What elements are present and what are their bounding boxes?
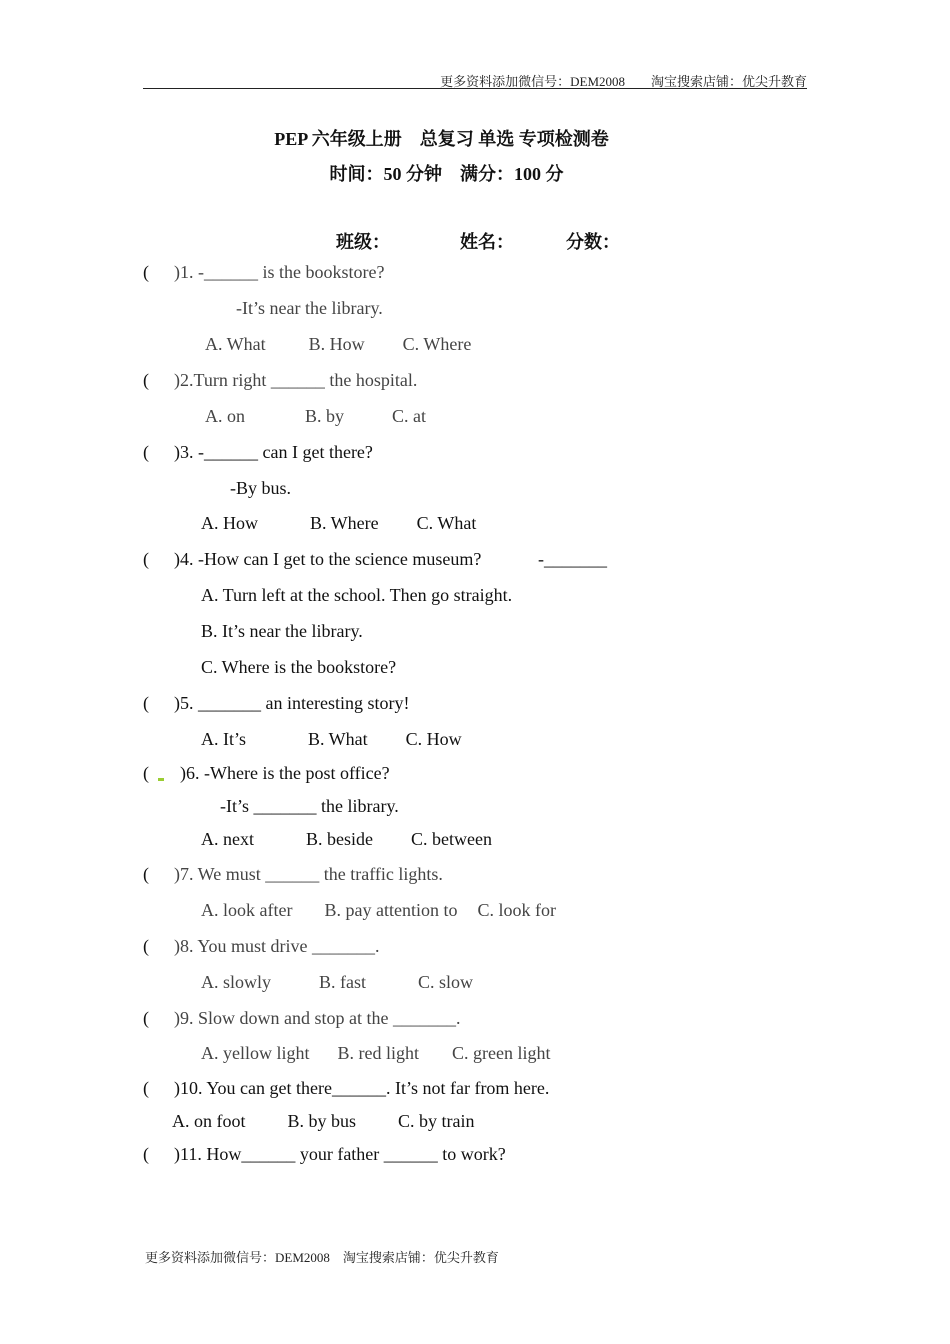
option-c: C. Where bbox=[402, 334, 472, 354]
class-label: 班级： bbox=[336, 232, 390, 252]
option-b: B. How bbox=[308, 334, 365, 354]
header-text: 更多资料添加微信号：DEM2008 淘宝搜索店铺：优尖升教育 bbox=[440, 74, 807, 89]
answer-paren: ( bbox=[143, 763, 149, 783]
question-stem: )10. You can get there______. It’s not far from here. bbox=[174, 1078, 550, 1098]
question-3-options bbox=[201, 513, 476, 534]
option-b: B. red light bbox=[337, 1043, 419, 1063]
question-8 bbox=[143, 936, 380, 957]
answer-mark bbox=[158, 778, 164, 781]
option-a: A. slowly bbox=[201, 972, 272, 992]
question-stem: )3. -______ can I get there? bbox=[174, 442, 373, 462]
page-subtitle: 时间：50 分钟 满分：100 分 bbox=[329, 164, 564, 184]
question-7 bbox=[143, 864, 443, 885]
question-1-options bbox=[205, 334, 471, 355]
option-b: B. fast bbox=[319, 972, 367, 992]
question-9 bbox=[143, 1008, 460, 1029]
question-1-sub: -It’s near the library. bbox=[236, 298, 383, 318]
name-label: 姓名： bbox=[460, 232, 514, 252]
question-stem: )8. You must drive _______. bbox=[174, 936, 380, 956]
question-4 bbox=[143, 549, 481, 570]
answer-paren: ( bbox=[143, 864, 149, 884]
question-stem: )11. How______ your father ______ to work? bbox=[174, 1144, 506, 1164]
option-b: B. beside bbox=[306, 829, 373, 849]
page-title: PEP 六年级上册 总复习 单选 专项检测卷 bbox=[274, 129, 609, 149]
question-2-options bbox=[205, 406, 426, 427]
option-c: C. Where is the bookstore? bbox=[201, 657, 397, 677]
question-6-options bbox=[201, 829, 492, 850]
option-b: B. It’s near the library. bbox=[201, 621, 363, 641]
score-label: 分数： bbox=[566, 232, 620, 252]
option-b: B. What bbox=[308, 729, 368, 749]
answer-paren: ( bbox=[143, 262, 149, 282]
question-6-sub: -It’s _______ the library. bbox=[220, 796, 399, 816]
question-1 bbox=[143, 262, 384, 283]
option-c: C. look for bbox=[477, 900, 556, 920]
answer-paren: ( bbox=[143, 549, 149, 569]
answer-paren: ( bbox=[143, 442, 149, 462]
question-stem: )9. Slow down and stop at the _______. bbox=[174, 1008, 461, 1028]
option-b: B. by bus bbox=[287, 1111, 357, 1131]
option-a: A. next bbox=[201, 829, 254, 849]
option-c: C. What bbox=[416, 513, 477, 533]
option-a: A. What bbox=[205, 334, 266, 354]
option-c: C. between bbox=[411, 829, 492, 849]
question-8-options bbox=[201, 972, 473, 993]
option-a: A. look after bbox=[201, 900, 293, 920]
option-c: C. by train bbox=[398, 1111, 475, 1131]
header-divider bbox=[143, 88, 807, 89]
option-b: B. Where bbox=[310, 513, 379, 533]
answer-paren: ( bbox=[143, 1078, 149, 1098]
option-c: C. green light bbox=[452, 1043, 551, 1063]
question-10-options bbox=[172, 1111, 475, 1132]
option-c: C. at bbox=[392, 406, 427, 426]
question-stem: )1. -______ is the bookstore? bbox=[174, 262, 385, 282]
question-7-options bbox=[201, 900, 556, 921]
option-a: A. It’s bbox=[201, 729, 246, 749]
option-a: A. on foot bbox=[172, 1111, 246, 1131]
question-3 bbox=[143, 442, 373, 463]
footer-text: 更多资料添加微信号：DEM2008 淘宝搜索店铺：优尖升教育 bbox=[145, 1250, 499, 1265]
answer-paren: ( bbox=[143, 370, 149, 390]
option-b: B. pay attention to bbox=[324, 900, 458, 920]
answer-paren: ( bbox=[143, 1144, 149, 1164]
answer-paren: ( bbox=[143, 936, 149, 956]
question-5 bbox=[143, 693, 409, 714]
option-a: A. How bbox=[201, 513, 258, 533]
option-a: A. on bbox=[205, 406, 245, 426]
answer-paren: ( bbox=[143, 1008, 149, 1028]
question-11 bbox=[143, 1144, 506, 1165]
question-stem: )2.Turn right ______ the hospital. bbox=[174, 370, 418, 390]
question-stem: )6. -Where is the post office? bbox=[180, 763, 390, 783]
option-a: A. yellow light bbox=[201, 1043, 310, 1063]
question-stem: )4. -How can I get to the science museum? bbox=[174, 549, 482, 569]
question-10 bbox=[143, 1078, 549, 1099]
answer-paren: ( bbox=[143, 693, 149, 713]
option-c: C. How bbox=[405, 729, 462, 749]
question-5-options bbox=[201, 729, 462, 750]
question-stem: )7. We must ______ the traffic lights. bbox=[174, 864, 443, 884]
question-3-sub: -By bus. bbox=[230, 478, 292, 498]
option-c: C. slow bbox=[418, 972, 474, 992]
option-b: B. by bbox=[305, 406, 345, 426]
question-6 bbox=[143, 763, 390, 784]
question-2 bbox=[143, 370, 417, 391]
question-4-answer-blank: -_______ bbox=[538, 549, 607, 569]
question-9-options bbox=[201, 1043, 550, 1064]
option-a: A. Turn left at the school. Then go straight. bbox=[201, 585, 513, 605]
question-stem: )5. _______ an interesting story! bbox=[174, 693, 410, 713]
